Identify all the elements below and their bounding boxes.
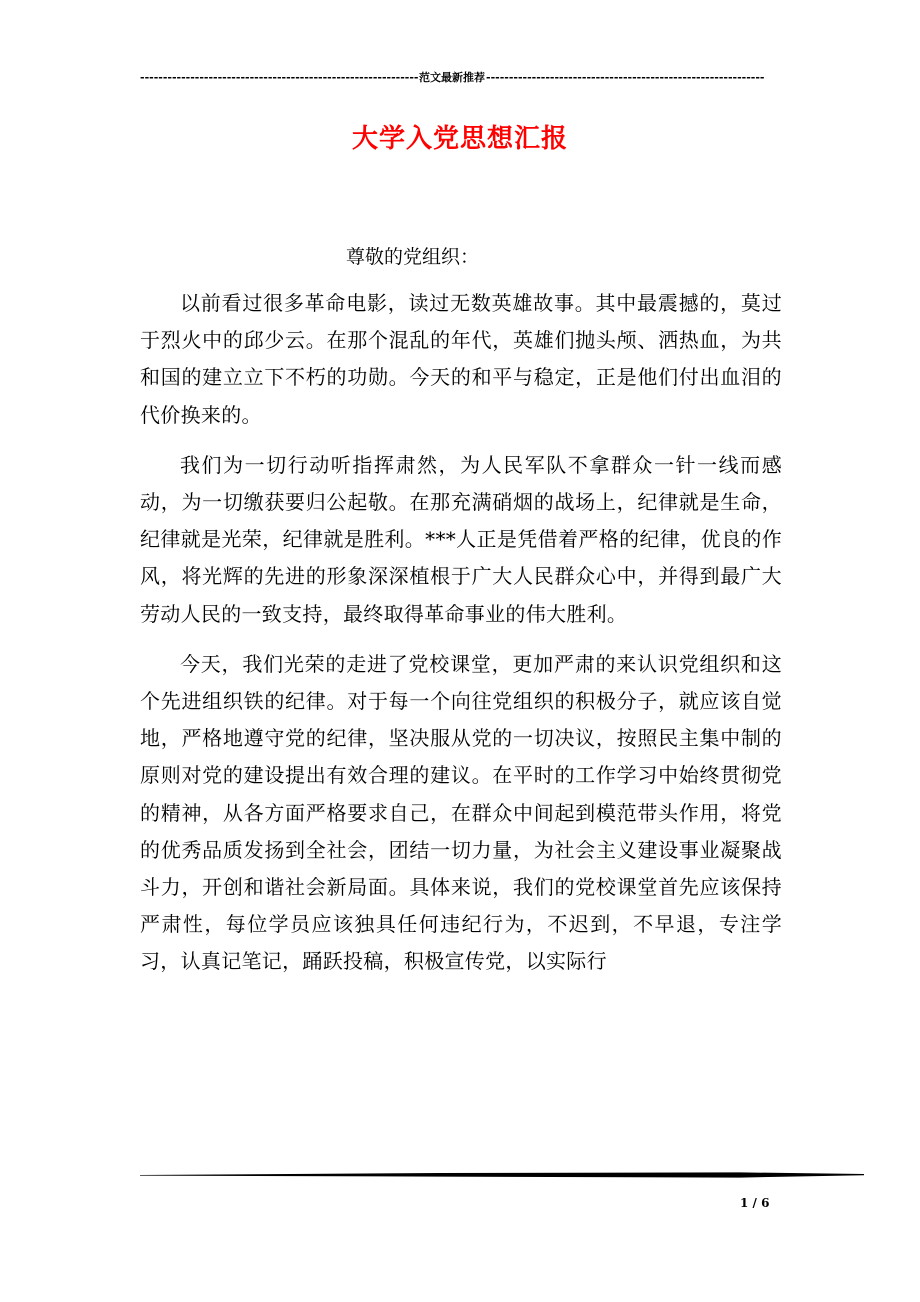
header-left-dashes <box>140 71 418 84</box>
document-body <box>140 285 782 994</box>
footer-rule-line <box>140 1168 864 1180</box>
page-number: 1 / 6 <box>740 1196 770 1210</box>
paragraph-2: 我们为一切行动听指挥肃然，为人民军队不拿群众一针一线而感动，为一切缴获要归公起敬。在那充满硝烟的战场上，纪律就是生命，纪律就是光荣，纪律就是胜利。***人正是凭借着严格的纪律，优良的作风，将光辉的先进的形象深深植根于广大人民群众心中，并得到最广大劳动人民的一致支持，最终取得革命事业的伟大胜利。 <box>140 452 782 626</box>
page-header <box>140 68 764 86</box>
footer-rule <box>140 1168 864 1180</box>
paragraph-1: 以前看过很多革命电影，读过无数英雄故事。其中最震撼的，莫过于烈火中的邱少云。在那个混乱的年代，英雄们抛头颅、洒热血，为共和国的建立立下不朽的功勋。今天的和平与稳定，正是他们付出血泪的代价换来的。 <box>140 291 782 427</box>
header-label: 范文最新推荐 <box>419 71 485 84</box>
salutation: 尊敬的党组织： <box>346 246 480 268</box>
paragraph-3: 今天，我们光荣的走进了党校课堂，更加严肃的来认识党组织和这个先进组织铁的纪律。对于每一个向往党组织的积极分子，就应该自觉地，严格地遵守党的纪律，坚决服从党的一切决议，按照民主集中制的原则对党的建设提出有效合理的建议。在平时的工作学习中始终贯彻党的精神，从各方面严格要求自己，在群众中间起到模范带头作用，将党的优秀品质发扬到全社会，团结一切力量，为社会主义建设事业凝聚战斗力，开创和谐社会新局面。具体来说，我们的党校课堂首先应该保持严肃性，每位学员应该独具任何违纪行为，不迟到，不早退，专注学习，认真记笔记，踊跃投稿，积极宣传党，以实际行 <box>140 651 782 974</box>
document-title: 大学入党思想汇报 <box>351 124 568 154</box>
header-right-dashes <box>486 71 764 84</box>
